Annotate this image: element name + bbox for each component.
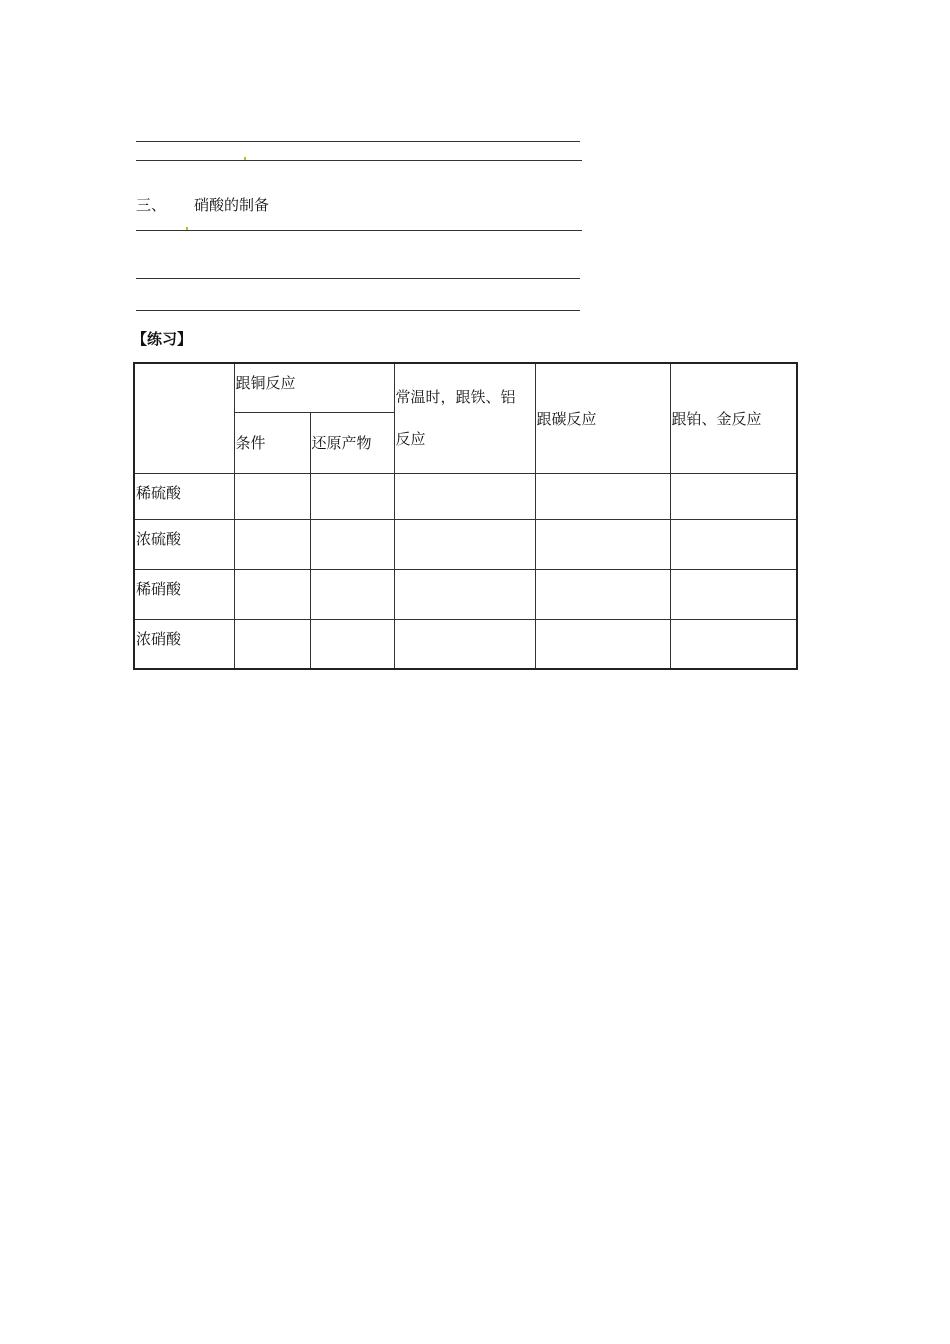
section-heading — [136, 194, 269, 215]
answer-cell[interactable] — [310, 569, 394, 619]
answer-cell[interactable] — [234, 569, 310, 619]
answer-line-4 — [136, 278, 580, 279]
marker-dot — [186, 227, 188, 230]
answer-cell[interactable] — [535, 619, 670, 669]
answer-cell[interactable] — [310, 519, 394, 569]
row-label: 稀硫酸 — [134, 473, 234, 519]
section-number: 三、 — [136, 196, 167, 214]
answer-line-2 — [136, 160, 582, 161]
row-label: 浓硫酸 — [134, 519, 234, 569]
answer-cell[interactable] — [234, 473, 310, 519]
answer-cell[interactable] — [670, 519, 797, 569]
answer-line-1 — [136, 141, 580, 142]
answer-line-5 — [136, 310, 580, 311]
answer-cell[interactable] — [535, 569, 670, 619]
header-reduction-product: 还原产物 — [310, 412, 394, 473]
header-platinum-gold: 跟铂、金反应 — [670, 363, 797, 473]
answer-cell[interactable] — [670, 619, 797, 669]
corner-cell — [134, 363, 234, 473]
answer-cell[interactable] — [394, 619, 535, 669]
practice-label: 【练习】 — [132, 330, 193, 348]
answer-line-3 — [136, 230, 582, 231]
acid-reaction-table — [133, 362, 798, 670]
answer-cell[interactable] — [670, 473, 797, 519]
answer-cell[interactable] — [394, 519, 535, 569]
answer-cell[interactable] — [310, 473, 394, 519]
header-iron-aluminum: 常温时，跟铁、铝 反应 — [394, 363, 535, 473]
answer-cell[interactable] — [310, 619, 394, 669]
header-copy: 跟铜反应 — [234, 363, 394, 412]
header-condition: 条件 — [234, 412, 310, 473]
answer-cell[interactable] — [670, 569, 797, 619]
answer-cell[interactable] — [234, 519, 310, 569]
header-carbon: 跟碳反应 — [535, 363, 670, 473]
section-title: 硝酸的制备 — [194, 196, 270, 214]
answer-cell[interactable] — [394, 473, 535, 519]
answer-cell[interactable] — [394, 569, 535, 619]
answer-cell[interactable] — [535, 473, 670, 519]
answer-cell[interactable] — [535, 519, 670, 569]
row-label: 浓硝酸 — [134, 619, 234, 669]
row-label: 稀硝酸 — [134, 569, 234, 619]
marker-dot — [244, 157, 246, 160]
answer-cell[interactable] — [234, 619, 310, 669]
